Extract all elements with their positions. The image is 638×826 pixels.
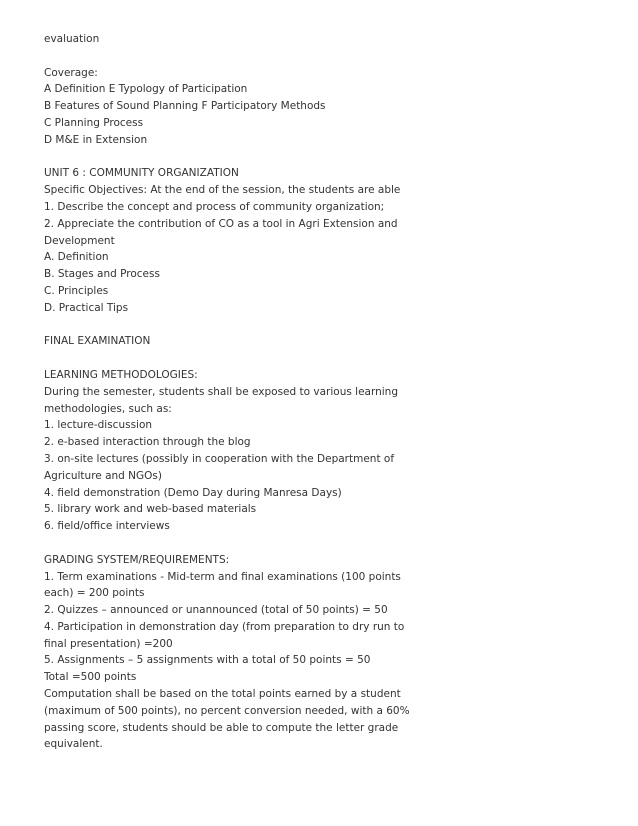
grading-line: 1. Term examinations - Mid-term and final examinations (100 points (44, 570, 401, 583)
intro-word: evaluation (44, 33, 100, 45)
grading-total: Total =500 points (44, 671, 137, 684)
coverage-item: D M&E in Extension (44, 133, 148, 146)
document-page (44, 31, 604, 753)
methodologies-heading: LEARNING METHODOLOGIES: (44, 368, 198, 381)
unit6-heading: UNIT 6 : COMMUNITY ORGANIZATION (44, 167, 239, 180)
coverage-item: B Features of Sound Planning F Participatory Methods (44, 100, 326, 113)
methodologies-section (44, 367, 604, 535)
final-exam-heading: FINAL EXAMINATION (44, 335, 151, 348)
methodology-item: 4. field demonstration (Demo Day during Manresa Days) (44, 486, 342, 499)
methodologies-intro-continued: methodologies, such as: (44, 402, 172, 415)
methodology-item: 1. lecture-discussion (44, 419, 153, 432)
grading-line: each) = 200 points (44, 587, 145, 600)
methodology-item: 3. on-site lectures (possibly in cooperation with the Department of (44, 452, 395, 465)
topic-item: D. Practical Tips (44, 301, 129, 314)
methodology-item: 2. e-based interaction through the blog (44, 436, 251, 449)
topic-item: A. Definition (44, 251, 109, 264)
grading-line: final presentation) =200 (44, 637, 173, 650)
objective-item: 1. Describe the concept and process of community organization; (44, 200, 385, 213)
spacer (44, 149, 604, 166)
objective-item-continued: Development (44, 234, 115, 247)
objective-item: 2. Appreciate the contribution of CO as a tool in Agri Extension and (44, 217, 398, 230)
grading-heading: GRADING SYSTEM/REQUIREMENTS: (44, 553, 230, 566)
grading-line: 5. Assignments – 5 assignments with a total of 50 points = 50 (44, 654, 371, 667)
spacer (44, 350, 604, 367)
coverage-section (44, 65, 604, 149)
grading-line: 2. Quizzes – announced or unannounced (total of 50 points) = 50 (44, 604, 388, 617)
grading-line: Computation shall be based on the total points earned by a student (44, 688, 401, 701)
grading-line: passing score, students should be able to compute the letter grade (44, 721, 399, 734)
spacer (44, 317, 604, 334)
topic-item: B. Stages and Process (44, 268, 160, 281)
coverage-item: C Planning Process (44, 116, 144, 129)
grading-line: 4. Participation in demonstration day (from preparation to dry run to (44, 620, 405, 633)
methodologies-intro: During the semester, students shall be exposed to various learning (44, 385, 398, 398)
objectives-intro: Specific Objectives: At the end of the session, the students are able (44, 184, 401, 197)
methodology-item: 5. library work and web-based materials (44, 503, 257, 516)
coverage-heading: Coverage: (44, 66, 98, 79)
topic-item: C. Principles (44, 284, 109, 297)
methodology-item: 6. field/office interviews (44, 520, 170, 533)
methodology-item: Agriculture and NGOs) (44, 469, 162, 482)
coverage-item: A Definition E Typology of Participation (44, 83, 248, 96)
unit6-section (44, 165, 604, 316)
spacer (44, 48, 604, 65)
grading-section (44, 552, 604, 754)
grading-line: (maximum of 500 points), no percent conversion needed, with a 60% (44, 704, 410, 717)
spacer (44, 535, 604, 552)
grading-line: equivalent. (44, 738, 103, 751)
